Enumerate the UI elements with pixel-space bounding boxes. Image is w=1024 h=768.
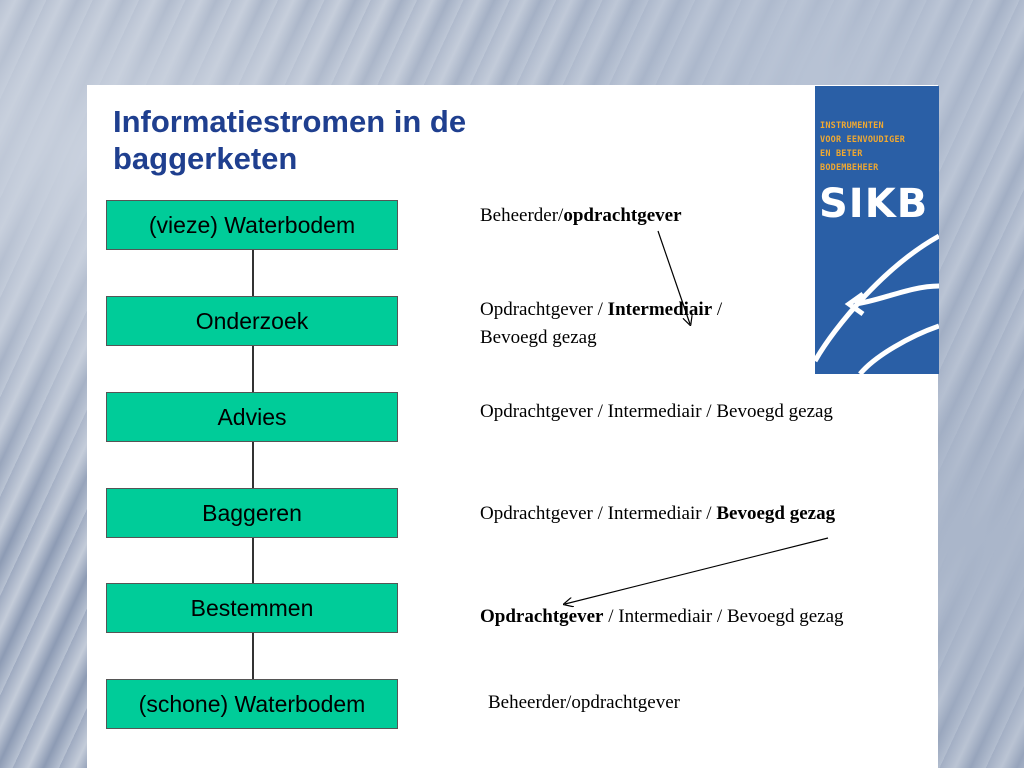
logo-tagline-line: VOOR EENVOUDIGER xyxy=(820,135,906,145)
chain-step-bestemmen: Bestemmen xyxy=(106,583,398,633)
chain-step-advies: Advies xyxy=(106,392,398,442)
logo-tagline-line: BODEMBEHEER xyxy=(820,163,879,173)
role-text: Opdrachtgever / xyxy=(480,299,608,320)
logo-brand: SIKB xyxy=(819,181,929,227)
logo-tagline-line: INSTRUMENTEN xyxy=(820,121,884,131)
logo-tagline-line: EN BETER xyxy=(820,149,863,159)
role-text-bold: opdrachtgever xyxy=(563,205,682,226)
chain-step-baggeren: Baggeren xyxy=(106,488,398,538)
role-text-bold: Opdrachtgever xyxy=(480,606,604,627)
chain-step-schone-waterbodem: (schone) Waterbodem xyxy=(106,679,398,729)
chain-step-vieze-waterbodem: (vieze) Waterbodem xyxy=(106,200,398,250)
role-text: Opdrachtgever / Intermediair / xyxy=(480,503,717,524)
role-text: Beheerder/opdrachtgever xyxy=(488,692,681,713)
role-text: / Intermediair / Bevoegd gezag xyxy=(603,606,844,627)
role-text-bold: Intermediair xyxy=(607,299,713,320)
arrow-opdrachtgever-to-intermediair xyxy=(658,231,690,324)
role-text: Beheerder/ xyxy=(480,205,564,226)
role-text-bold: Bevoegd gezag xyxy=(716,503,836,524)
slide-title: Informatiestromen in de baggerketen xyxy=(113,104,467,176)
role-text: Opdrachtgever / Intermediair / Bevoegd gezag xyxy=(480,401,833,422)
role-text: / xyxy=(712,299,723,320)
role-text: Bevoegd gezag xyxy=(480,327,597,348)
arrow-bevoegd-to-opdrachtgever xyxy=(565,538,828,604)
chain-step-onderzoek: Onderzoek xyxy=(106,296,398,346)
